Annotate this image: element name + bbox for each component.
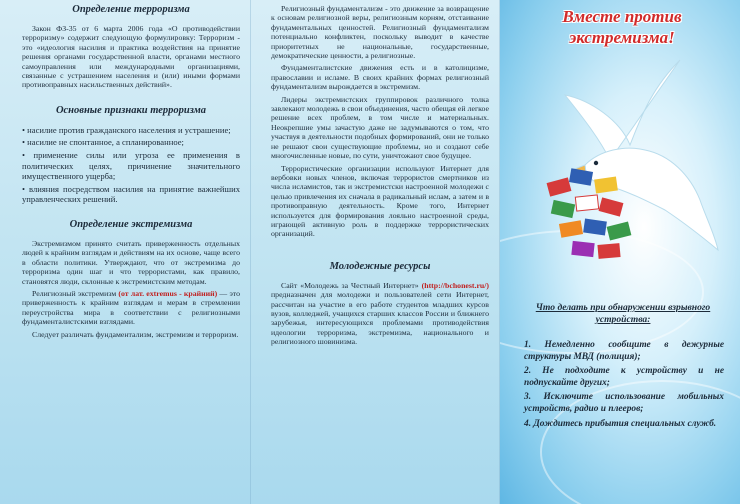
heading-youth-resources: Молодежные ресурсы [329,260,431,272]
todo-heading: Что делать при обнаружении взрывного устройства: [535,302,711,325]
bullet-item: • применение силы или угроза ее применения в политических целях, причинение значительного имущественного ущерба; [22,150,240,182]
distinguish-paragraph: Следует различать фундаментализм, экстремизм и терроризм. [32,329,239,339]
heading-extremism-definition: Определение экстремизма [69,219,193,230]
religious-extremism-paragraph: Религиозный экстремизм (от лат. extremus - крайний) — это приверженность к крайним взглядам и мерам в стремлении переустройства мира в соответствии с религиозными фундаменталистскими взглядами. [22,289,240,327]
todo-list [524,340,724,433]
list-item: 1. Немедленно сообщите в дежурные структуры МВД (полиция); [524,340,724,362]
resource-paragraph: Сайт «Молодежь за Честный Интернет» (http://bchonest.ru/) предназначен для молодежи и пользователей сети Интернет, рассчитан на участие в его работе студентов младших курсов вузов, колледжей, учащихся старших классов России и ближнего зарубежья, интересующихся проблемами противодействия идеологии терроризма, экстремизма, национального и религиозного шовинизма. [271,280,489,347]
heading-terrorism-signs: Основные признаки терроризма [55,104,207,116]
cover-title: Вместе против экстремизма! [562,7,682,47]
site-link[interactable]: (http://bchonest.ru/) [421,280,489,290]
list-item: 3. Исключите использование мобильных устройств, радио и плееров; [524,392,724,414]
panel-middle [250,0,500,504]
list-item: 2. Не подходите к устройству и не подпускайте других; [524,366,724,388]
panel-cover [500,0,740,504]
bullet-item: • влияния посредством насилия на принятие важнейших управленческих решений. [22,183,240,205]
extremism-paragraph: Экстремизмом принято считать приверженность отдельных людей к крайним взглядам и действиям на их основе, чаще всего в области политики. Утверждают, что от экстремизма до терроризма один шаг и что террористами, как правило, становятся люди, склонные к экстремистским методам. [22,239,240,286]
bullet-item: • насилие не спонтанное, а спланированное; [22,137,184,148]
world-flags-icon [540,160,650,270]
movements-paragraph: Фундаменталистские движения есть и в католицизме, православии и исламе. В своих крайних формах религиозный фундаментализм вырождается в экстремизм. [271,63,489,92]
list-item: 4. Дождитесь прибытия специальных служб. [524,418,717,429]
latin-term: (от лат. extremus - крайний) [118,289,218,299]
bullet-item: • насилие против гражданского населения и устрашение; [22,124,231,135]
panel-left [0,0,250,504]
law-paragraph: Закон ФЗ-35 от 6 марта 2006 года «О противодействии терроризму» содержит следующую формулировку: Терроризм - это «идеология насилия и практика воздействия на принятие решения органами государственной власти, органами местного самоуправления или международными организациями, связанные с устрашением населения и (или) иными формами противоправных насильственных действий». [22,24,240,90]
internet-paragraph: Террористические организации используют Интернет для вербовки новых членов, включая террористов смертников из числа исламистов, так и экстремистски настроенной молодежи с целью привлечения их сначала в радикальный ислам, а затем и в противоправную деятельность. Кроме того, Интернет используется для формирования лояльно настроенной среды, играющей активную роль в поддержке террористических организаций. [271,163,489,239]
heading-terrorism-definition: Определение терроризма [72,4,190,15]
leaders-paragraph: Лидеры экстремистских группировок различного толка завлекают молодежь в свои объединения, часто обещая ей легкое решение всех проблем, в том числе и материальных. Неокрепшие умы зачастую даже не задумываются о том, что участвуя в деятельности подобных формирований, они не только не решают свои существующие проблемы, но и создают себе многочисленные новые, по сути, уничтожают свое будущее. [271,94,489,161]
fundamentalism-paragraph: Религиозный фундаментализм - это движение за возвращение к основам религиозной веры, религиозным корням, отстаивание фундаментальных ценностей. Религиозный фундаментализм потенциально конфликтен, поскольку выводит в качестве приоритетных не национальные, государственные, демократические ценности, а религиозные. [271,4,489,61]
